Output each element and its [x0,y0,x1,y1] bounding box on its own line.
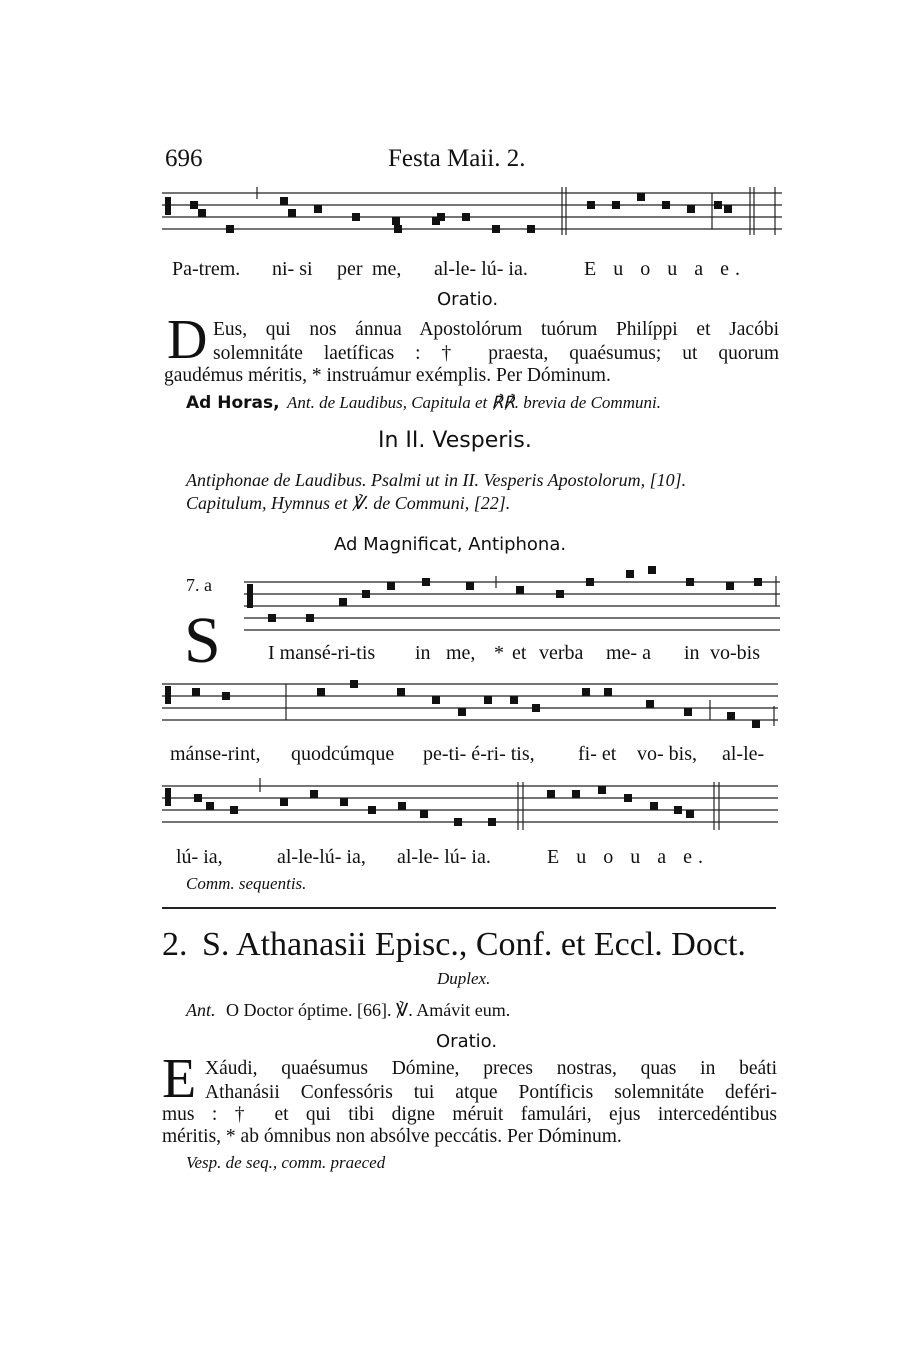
page-number: 696 [165,145,203,172]
chant1-lyric: me, [372,258,402,280]
oratio-heading: Oratio. [437,289,499,310]
vesperae-rubric: Antiphonae de Laudibus. Psalmi ut in II. Vesperis Apostolorum, [10]. [186,470,687,490]
ad-horas-label: Ad Horas, [186,393,280,413]
antiphon-lyric: vo- bis, [637,743,697,765]
running-title: Festa Maii. 2. [388,145,526,172]
oratio-line: gaudémus méritis, * instruámur exémplis. Per Dóminum. [164,365,611,386]
chant-staff-1 [162,185,782,247]
antiphon-lyric: lú- ia, [176,846,223,868]
antiphon-lyric: pe-ti- é-ri- tis, [423,743,535,765]
dropcap: D [167,309,208,371]
antiphon-lyric: * [494,642,504,664]
commemoration-rubric: Comm. sequentis. [186,874,307,893]
section-heading: In II. Vesperis. [378,428,532,453]
antiphon-lyric: verba [539,642,584,664]
oratio-heading: Oratio. [436,1031,498,1052]
oratio-line: solemnitáte laetíficas : † praesta, quaésumus; ut quorum [213,343,779,364]
feast-rank: Duplex. [437,969,491,988]
feast-number: 2. [162,926,188,963]
feast-title: S. Athanasii Episc., Conf. et Eccl. Doct. [202,926,746,963]
antiphon-lyric: E u o u a e. [547,846,709,868]
oratio-line: Eus, qui nos ánnua Apostolórum tuórum Philíppi et Jacóbi [213,319,779,340]
ad-horas-rubric: Ant. de Laudibus, Capitula et ℟℟. brevia de Communi. [287,393,661,412]
dropcap: E [162,1048,197,1110]
chant1-lyric: E u o u a e. [584,258,746,280]
vesperae-rubric: Capitulum, Hymnus et ℣. de Communi, [22]. [186,493,511,513]
antiphon-lyric: I mansé-ri-tis [268,642,376,664]
antiphon-text: O Doctor óptime. [66]. ℣. Amávit eum. [226,1000,511,1020]
antiphon-lyric: vo-bis [710,642,760,664]
oratio-line: Athanásii Confessóris tui atque Pontíficis solemnitáte deféri- [205,1082,777,1103]
antiphon-lyric: et [512,642,527,664]
oratio-line: méritis, * ab ómnibus non absólve peccátis. Per Dóminum. [162,1126,622,1147]
footer-rubric: Vesp. de seq., comm. praeced [186,1153,386,1172]
section-divider [162,907,776,909]
antiphona-heading: Ad Magnificat, Antiphona. [334,534,567,555]
antiphon-lyric: fi- et [578,743,617,765]
chant-staff-3 [162,676,778,734]
chant1-lyric: al-le- lú- ia. [434,258,528,280]
chant1-lyric: ni- si [272,258,313,280]
oratio-line: Xáudi, quaésumus Dómine, preces nostras, quas in beáti [205,1058,777,1079]
antiphon-lyric: al-le- [722,743,765,765]
chant-staff-4 [162,778,778,838]
chant1-lyric: Pa-trem. [172,258,241,280]
antiphon-lyric: in [415,642,431,664]
oratio-line: mus : † et qui tibi digne méruit famulári, ejus intercedéntibus [162,1104,777,1125]
antiphon-lyric: in [684,642,700,664]
antiphon-lyric: me, [446,642,476,664]
antiphon-lyric: al-le-lú- ia, [277,846,366,868]
antiphon-lyric: mánse-rint, [170,743,261,765]
antiphon-lyric: al-le- lú- ia. [397,846,491,868]
mode-label: 7. a [186,575,212,595]
chant1-lyric: per [337,258,363,280]
chant-staff-2 [244,562,780,642]
dropcap: S [184,604,221,677]
antiphon-lyric: me- a [606,642,651,664]
ant-label: Ant. [186,1000,216,1020]
antiphon-lyric: quodcúmque [291,743,395,765]
